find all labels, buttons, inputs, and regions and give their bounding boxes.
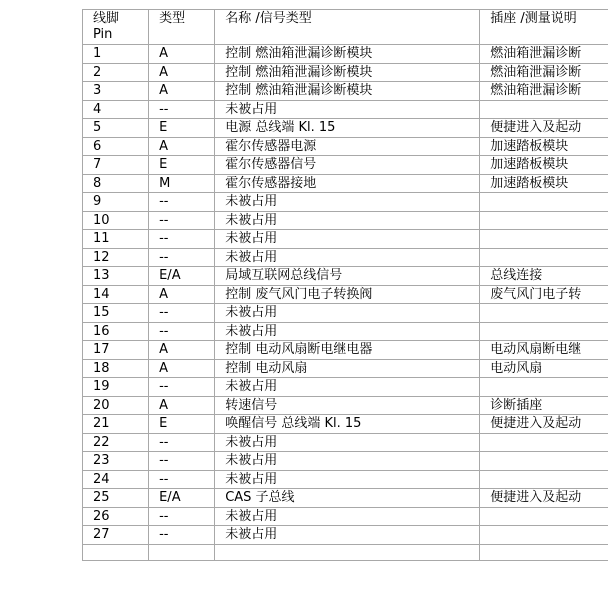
- table-row: [83, 211, 608, 230]
- cell-type: A: [149, 63, 215, 82]
- cell-type: A: [149, 82, 215, 101]
- cell-pin: 21: [83, 415, 149, 434]
- cell-pin: 7: [83, 156, 149, 175]
- table-row: [83, 507, 608, 526]
- empty-cell: [480, 544, 608, 560]
- table-row: [83, 45, 608, 64]
- table-row: [83, 285, 608, 304]
- cell-pin: 3: [83, 82, 149, 101]
- cell-socket: 电动风扇断电继: [480, 341, 608, 360]
- cell-name: 未被占用: [215, 526, 480, 545]
- cell-pin: 10: [83, 211, 149, 230]
- cell-socket: 燃油箱泄漏诊断: [480, 45, 608, 64]
- cell-type: --: [149, 322, 215, 341]
- cell-pin: 1: [83, 45, 149, 64]
- header-name: 名称 /信号类型: [215, 10, 480, 45]
- cell-socket: 加速踏板模块: [480, 137, 608, 156]
- empty-cell: [83, 544, 149, 560]
- cell-type: --: [149, 304, 215, 323]
- cell-name: 未被占用: [215, 100, 480, 119]
- cell-name: 霍尔传感器接地: [215, 174, 480, 193]
- cell-pin: 17: [83, 341, 149, 360]
- cell-pin: 11: [83, 230, 149, 249]
- cell-type: E: [149, 119, 215, 138]
- cell-type: --: [149, 470, 215, 489]
- cell-name: 控制 燃油箱泄漏诊断模块: [215, 45, 480, 64]
- cell-name: 电源 总线端 Kl. 15: [215, 119, 480, 138]
- cell-type: --: [149, 193, 215, 212]
- cell-type: E: [149, 415, 215, 434]
- cell-name: 转速信号: [215, 396, 480, 415]
- cell-name: 未被占用: [215, 470, 480, 489]
- cell-socket: 便捷进入及起动: [480, 489, 608, 508]
- cell-name: 唤醒信号 总线端 Kl. 15: [215, 415, 480, 434]
- cell-pin: 25: [83, 489, 149, 508]
- table-row: [83, 396, 608, 415]
- cell-name: 未被占用: [215, 378, 480, 397]
- cell-socket: [480, 193, 608, 212]
- table-row: [83, 526, 608, 545]
- table-row: [83, 137, 608, 156]
- table-row: [83, 489, 608, 508]
- cell-socket: [480, 230, 608, 249]
- cell-type: E/A: [149, 489, 215, 508]
- table-row: [83, 63, 608, 82]
- cell-name: 未被占用: [215, 248, 480, 267]
- table-row: [83, 267, 608, 286]
- cell-socket: [480, 470, 608, 489]
- table-row: [83, 174, 608, 193]
- table-row: [83, 304, 608, 323]
- pin-assignment-table: [82, 9, 608, 561]
- cell-socket: [480, 507, 608, 526]
- cell-name: 控制 燃油箱泄漏诊断模块: [215, 63, 480, 82]
- cell-type: --: [149, 248, 215, 267]
- cell-socket: [480, 452, 608, 471]
- cell-socket: 便捷进入及起动: [480, 119, 608, 138]
- cell-name: 未被占用: [215, 304, 480, 323]
- cell-name: 局域互联网总线信号: [215, 267, 480, 286]
- cell-pin: 27: [83, 526, 149, 545]
- table-row: [83, 415, 608, 434]
- header-socket: 插座 /测量说明: [480, 10, 608, 45]
- cell-socket: [480, 248, 608, 267]
- cell-name: 未被占用: [215, 507, 480, 526]
- cell-type: --: [149, 230, 215, 249]
- cell-pin: 6: [83, 137, 149, 156]
- header-type: 类型: [149, 10, 215, 45]
- cell-name: 霍尔传感器信号: [215, 156, 480, 175]
- cell-type: A: [149, 341, 215, 360]
- cell-socket: 诊断插座: [480, 396, 608, 415]
- cell-pin: 18: [83, 359, 149, 378]
- cell-type: A: [149, 45, 215, 64]
- cell-socket: 总线连接: [480, 267, 608, 286]
- cell-pin: 24: [83, 470, 149, 489]
- cell-pin: 19: [83, 378, 149, 397]
- cell-pin: 12: [83, 248, 149, 267]
- cell-pin: 5: [83, 119, 149, 138]
- cell-type: A: [149, 137, 215, 156]
- table-row-empty: [83, 544, 608, 560]
- cell-name: 未被占用: [215, 211, 480, 230]
- table-row: [83, 156, 608, 175]
- cell-socket: 燃油箱泄漏诊断: [480, 63, 608, 82]
- cell-type: E/A: [149, 267, 215, 286]
- table-body: [83, 45, 608, 561]
- table-row: [83, 433, 608, 452]
- table-row: [83, 322, 608, 341]
- cell-type: --: [149, 100, 215, 119]
- cell-type: --: [149, 211, 215, 230]
- cell-name: 控制 电动风扇断电继电器: [215, 341, 480, 360]
- table-row: [83, 452, 608, 471]
- table-row: [83, 341, 608, 360]
- cell-socket: 加速踏板模块: [480, 156, 608, 175]
- cell-socket: [480, 526, 608, 545]
- cell-pin: 2: [83, 63, 149, 82]
- cell-socket: [480, 211, 608, 230]
- cell-name: 控制 废气风门电子转换阀: [215, 285, 480, 304]
- cell-name: 未被占用: [215, 433, 480, 452]
- cell-pin: 15: [83, 304, 149, 323]
- cell-type: A: [149, 359, 215, 378]
- cell-pin: 26: [83, 507, 149, 526]
- cell-socket: [480, 304, 608, 323]
- table-row: [83, 230, 608, 249]
- cell-socket: 燃油箱泄漏诊断: [480, 82, 608, 101]
- cell-socket: 电动风扇: [480, 359, 608, 378]
- cell-name: 未被占用: [215, 193, 480, 212]
- pin-table-container: [82, 9, 608, 561]
- cell-socket: [480, 433, 608, 452]
- empty-cell: [215, 544, 480, 560]
- cell-name: 霍尔传感器电源: [215, 137, 480, 156]
- cell-name: 未被占用: [215, 322, 480, 341]
- cell-pin: 23: [83, 452, 149, 471]
- cell-pin: 8: [83, 174, 149, 193]
- cell-type: E: [149, 156, 215, 175]
- empty-cell: [149, 544, 215, 560]
- header-pin: [83, 10, 149, 45]
- cell-socket: 加速踏板模块: [480, 174, 608, 193]
- cell-name: 未被占用: [215, 452, 480, 471]
- cell-type: --: [149, 433, 215, 452]
- cell-pin: 20: [83, 396, 149, 415]
- table-row: [83, 100, 608, 119]
- cell-name: CAS 子总线: [215, 489, 480, 508]
- cell-type: --: [149, 526, 215, 545]
- cell-socket: 便捷进入及起动: [480, 415, 608, 434]
- cell-socket: [480, 100, 608, 119]
- header-pin-line1: 线脚: [93, 11, 120, 26]
- cell-name: 控制 电动风扇: [215, 359, 480, 378]
- cell-socket: 废气风门电子转: [480, 285, 608, 304]
- cell-type: A: [149, 285, 215, 304]
- header-pin-line2: Pin: [93, 27, 113, 42]
- table-row: [83, 378, 608, 397]
- table-row: [83, 248, 608, 267]
- cell-type: --: [149, 452, 215, 471]
- cell-pin: 4: [83, 100, 149, 119]
- cell-pin: 22: [83, 433, 149, 452]
- table-row: [83, 82, 608, 101]
- cell-type: A: [149, 396, 215, 415]
- table-row: [83, 193, 608, 212]
- cell-type: --: [149, 378, 215, 397]
- cell-name: 未被占用: [215, 230, 480, 249]
- cell-socket: [480, 378, 608, 397]
- cell-name: 控制 燃油箱泄漏诊断模块: [215, 82, 480, 101]
- cell-pin: 13: [83, 267, 149, 286]
- cell-pin: 9: [83, 193, 149, 212]
- table-row: [83, 119, 608, 138]
- table-header-row: [83, 10, 608, 45]
- cell-type: --: [149, 507, 215, 526]
- cell-type: M: [149, 174, 215, 193]
- cell-pin: 14: [83, 285, 149, 304]
- table-row: [83, 359, 608, 378]
- table-row: [83, 470, 608, 489]
- cell-pin: 16: [83, 322, 149, 341]
- cell-socket: [480, 322, 608, 341]
